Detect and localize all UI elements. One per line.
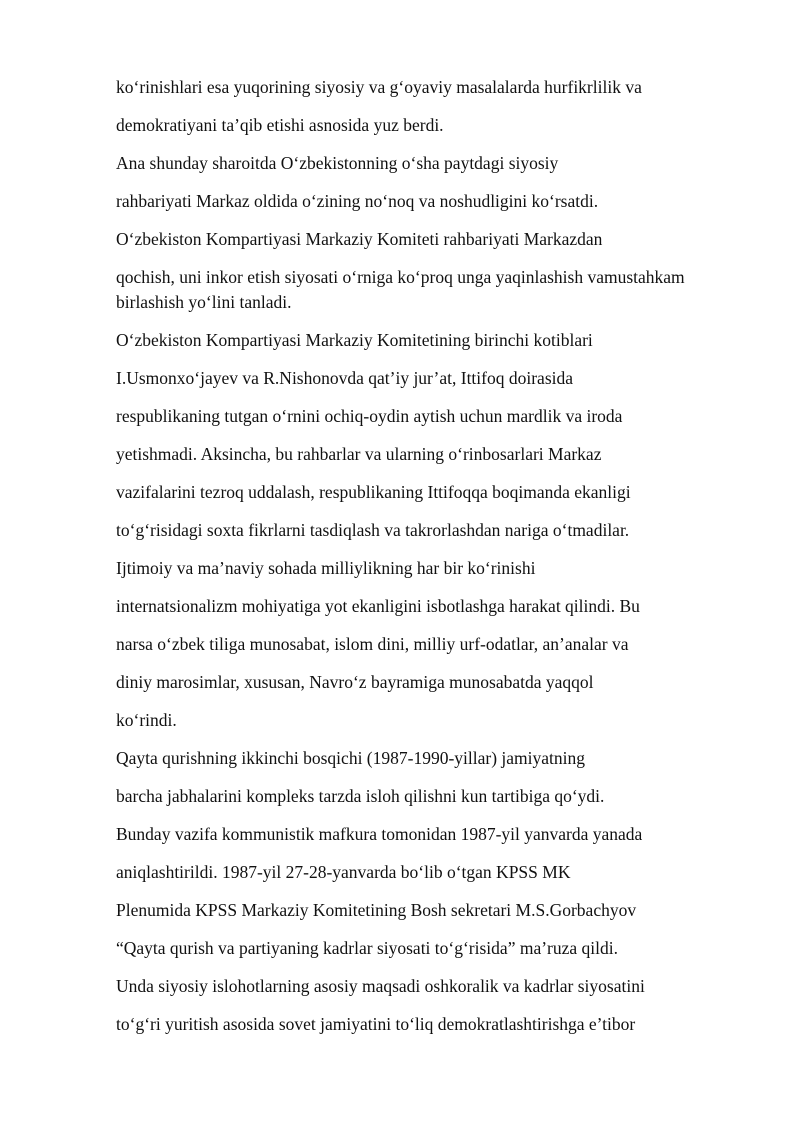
- text-line: to‘g‘risidagi soxta fikrlarni tasdiqlash va takrorlashdan nariga o‘tmadilar.: [116, 520, 630, 540]
- text-line: yetishmadi. Aksincha, bu rahbarlar va ularning o‘rinbosarlari Markaz: [116, 444, 602, 464]
- text-line: O‘zbekiston Kompartiyasi Markaziy Komiteti rahbariyati Markazdan: [116, 229, 603, 249]
- text-line: Ijtimoiy va ma’naviy sohada milliylikning har bir ko‘rinishi: [116, 558, 536, 578]
- text-line: O‘zbekiston Kompartiyasi Markaziy Komitetining birinchi kotiblari: [116, 330, 593, 350]
- text-line: narsa o‘zbek tiliga munosabat, islom dini, milliy urf-odatlar, an’analar va: [116, 634, 629, 654]
- text-line: rahbariyati Markaz oldida o‘zining no‘noq va noshudligini ko‘rsatdi.: [116, 191, 599, 211]
- text-line: to‘g‘ri yuritish asosida sovet jamiyatini to‘liq demokratlashtirishga e’tibor: [116, 1014, 636, 1034]
- text-line: “Qayta qurish va partiyaning kadrlar siyosati to‘g‘risida” ma’ruza qildi.: [116, 938, 618, 958]
- text-line: Unda siyosiy islohotlarning asosiy maqsadi oshkoralik va kadrlar siyosatini: [116, 976, 645, 996]
- text-line: qochish, uni inkor etish siyosati o‘rniga ko‘proq unga yaqinlashish vamustahkam: [116, 267, 685, 287]
- text-line: internatsionalizm mohiyatiga yot ekanligini isbotlashga harakat qilindi. Bu: [116, 596, 640, 616]
- text-line: aniqlashtirildi. 1987-yil 27-28-yanvarda bo‘lib o‘tgan KPSS MK: [116, 862, 571, 882]
- text-line: vazifalarini tezroq uddalash, respublikaning Ittifoqqa boqimanda ekanligi: [116, 482, 631, 502]
- text-line: birlashish yo‘lini tanladi.: [116, 292, 292, 312]
- text-line: Plenumida KPSS Markaziy Komitetining Bosh sekretari M.S.Gorbachyov: [116, 900, 637, 920]
- text-line: Bunday vazifa kommunistik mafkura tomonidan 1987-yil yanvarda yanada: [116, 824, 643, 844]
- text-line: Qayta qurishning ikkinchi bosqichi (1987-1990-yillar) jamiyatning: [116, 748, 586, 768]
- text-line: ko‘rinishlari esa yuqorining siyosiy va g‘oyaviy masalalarda hurfikrlilik va: [116, 77, 642, 97]
- text-line: barcha jabhalarini kompleks tarzda isloh qilishni kun tartibiga qo‘ydi.: [116, 786, 605, 806]
- text-line: diniy marosimlar, xususan, Navro‘z bayramiga munosabatda yaqqol: [116, 672, 594, 692]
- text-line: ko‘rindi.: [116, 710, 177, 730]
- text-line: Ana shunday sharoitda O‘zbekistonning o‘sha paytdagi siyosiy: [116, 153, 559, 173]
- text-line: respublikaning tutgan o‘rnini ochiq-oydin aytish uchun mardlik va iroda: [116, 406, 623, 426]
- text-line: demokratiyani ta’qib etishi asnosida yuz berdi.: [116, 115, 444, 135]
- text-line: I.Usmonxo‘jayev va R.Nishonovda qat’iy jur’at, Ittifoq doirasida: [116, 368, 574, 388]
